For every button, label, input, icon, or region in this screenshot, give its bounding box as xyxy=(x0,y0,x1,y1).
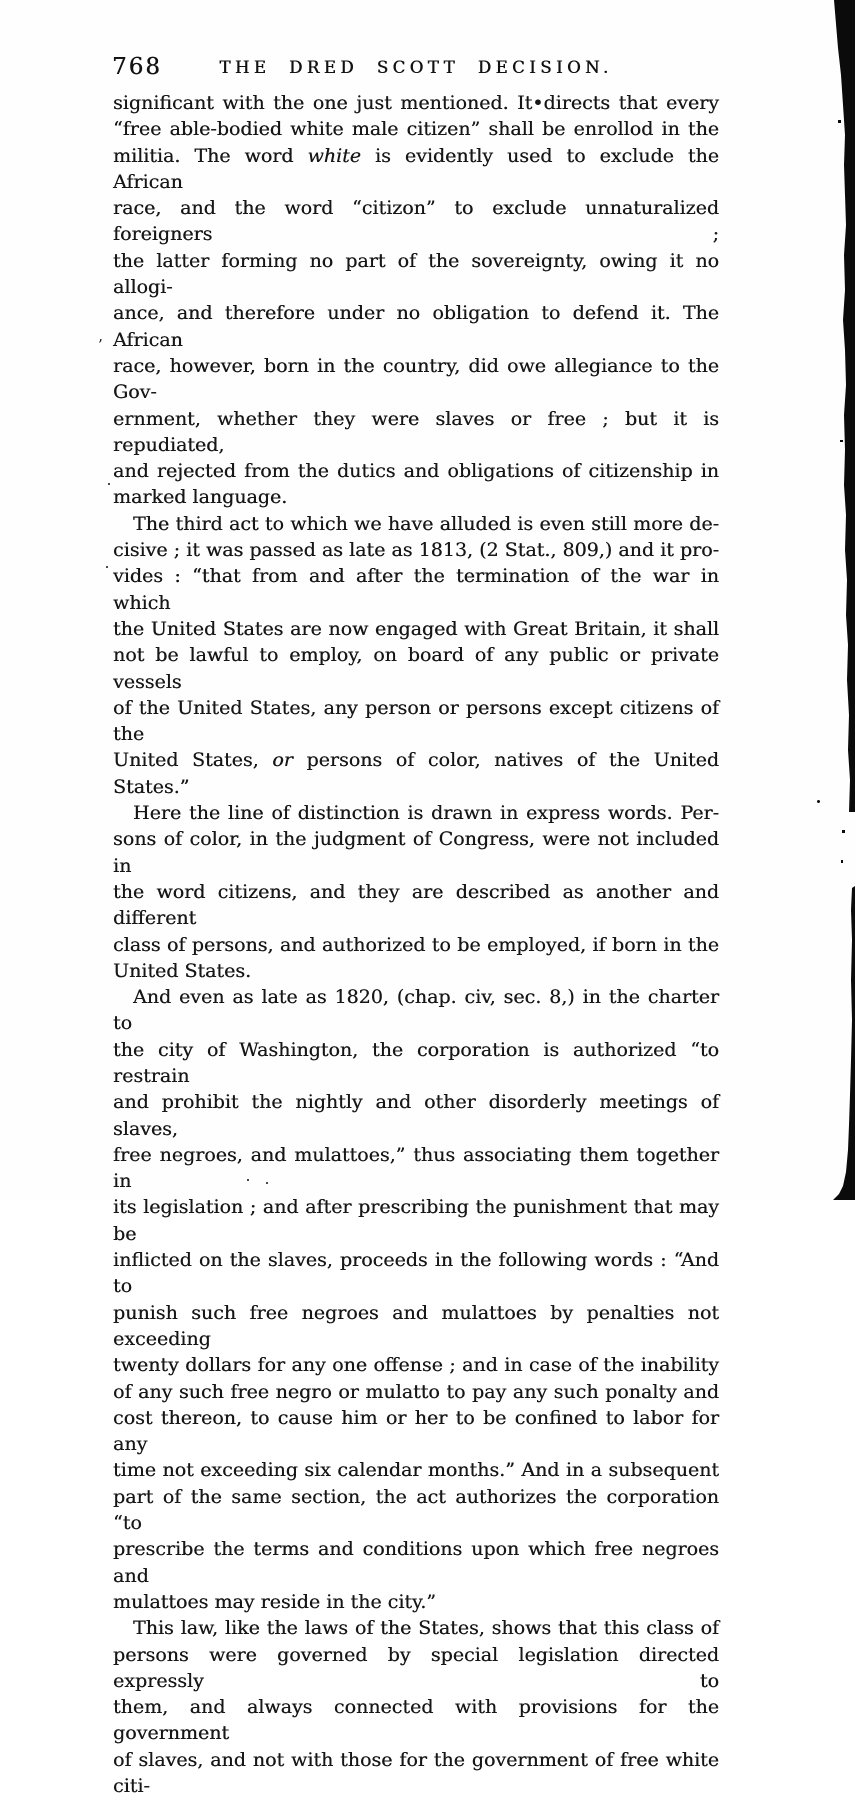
text-line: sons of color, in the judgment of Congress, were not included in xyxy=(113,828,719,877)
ink-speck xyxy=(106,566,108,568)
text-line: of any such free negro or mulatto to pay any such ponalty and xyxy=(113,1380,719,1403)
text-line: significant with the one just mentioned. It•directs that every xyxy=(113,92,719,114)
text-line: marked language. xyxy=(113,486,288,509)
text-line: the city of Washington, the corporation is authorized “to restrain xyxy=(113,1038,719,1087)
text-line: the latter forming no part of the sovereignty, owing it no allogi- xyxy=(113,249,719,299)
paragraph xyxy=(113,511,719,800)
paragraph xyxy=(113,90,719,511)
ink-speck xyxy=(266,1182,268,1184)
text-line: inflicted on the slaves, proceeds in the following words : “And to xyxy=(113,1249,719,1298)
margin-artifact: ’ xyxy=(98,336,103,354)
text-line: punish such free negroes and mulattoes by penalties not exceeding xyxy=(113,1301,719,1350)
page-number: 768 xyxy=(112,54,162,80)
text-line: Here the line of distinction is drawn in express words. Per- xyxy=(133,802,719,825)
text-line: of slaves, and not with those for the government of free white citi- xyxy=(113,1748,719,1797)
text-line: ance, and therefore under no obligation to defend it. The African xyxy=(113,302,719,351)
text-line: and rejected from the dutics and obligations of citizenship in xyxy=(113,460,719,483)
text-line: United States, or persons of color, natives of the United States.” xyxy=(113,749,719,798)
text-line: cisive ; it was passed as late as 1813, (2 Stat., 809,) and it pro- xyxy=(113,539,719,562)
text-line: twenty dollars for any one offense ; and in case of the inability xyxy=(113,1354,719,1377)
text-line: And even as late as 1820, (chap. civ, sec. 8,) in the charter to xyxy=(113,986,719,1035)
ink-speck xyxy=(108,483,110,485)
text-line: of the United States, any person or persons except citizens of the xyxy=(113,696,719,746)
paragraph xyxy=(113,800,719,984)
text-line: class of persons, and authorized to be employed, if born in the xyxy=(113,933,719,956)
text-line: United States. xyxy=(113,959,252,982)
running-title: THE DRED SCOTT DECISION. xyxy=(219,58,613,77)
text-line: mulattoes may reside in the city.” xyxy=(113,1590,436,1613)
paragraph xyxy=(113,1615,719,1799)
text-line: the United States are now engaged with Great Britain, it shall xyxy=(113,617,719,640)
text-line: “free able-bodied white male citizen” shall be enrollod in the xyxy=(113,118,719,141)
text-line: part of the same section, the act authorizes the corporation “to xyxy=(113,1485,719,1535)
text-line: not be lawful to employ, on board of any public or private vessels xyxy=(113,644,719,693)
text-line: The third act to which we have alluded is even still more de- xyxy=(133,512,719,535)
paragraph xyxy=(113,984,719,1615)
text-line: This law, like the laws of the States, shows that this class of xyxy=(133,1617,719,1640)
text-line: militia. The word white is evidently used to exclude the African xyxy=(113,144,719,193)
text-line: ernment, whether they were slaves or free ; but it is repudiated, xyxy=(113,407,719,456)
text-line: free negroes, and mulattoes,” thus associating them together in xyxy=(113,1143,719,1193)
text-line: persons were governed by special legislation directed expressly to xyxy=(113,1643,719,1692)
text-line: vides : “that from and after the termination of the war in which xyxy=(113,565,719,614)
text-line: them, and always connected with provisions for the government xyxy=(113,1696,719,1745)
text-line: its legislation ; and after prescribing the punishment that may be xyxy=(113,1196,719,1245)
text-line: and prohibit the nightly and other disorderly meetings of slaves, xyxy=(113,1091,719,1140)
text-line: the word citizens, and they are described as another and different xyxy=(113,880,719,930)
text-line: prescribe the terms and conditions upon which free negroes and xyxy=(113,1538,719,1587)
ink-speck xyxy=(817,800,820,803)
text-line: time not exceeding six calendar months.” And in a subsequent xyxy=(113,1459,719,1482)
ink-speck xyxy=(247,1179,249,1181)
scan-edge-artifact xyxy=(825,0,855,1200)
text-line: race, however, born in the country, did owe allegiance to the Gov- xyxy=(113,354,719,404)
text-line: race, and the word “citizon” to exclude unnaturalized foreigners ; xyxy=(113,197,719,246)
page-body xyxy=(113,90,719,1799)
text-line: cost thereon, to cause him or her to be confined to labor for any xyxy=(113,1406,719,1456)
